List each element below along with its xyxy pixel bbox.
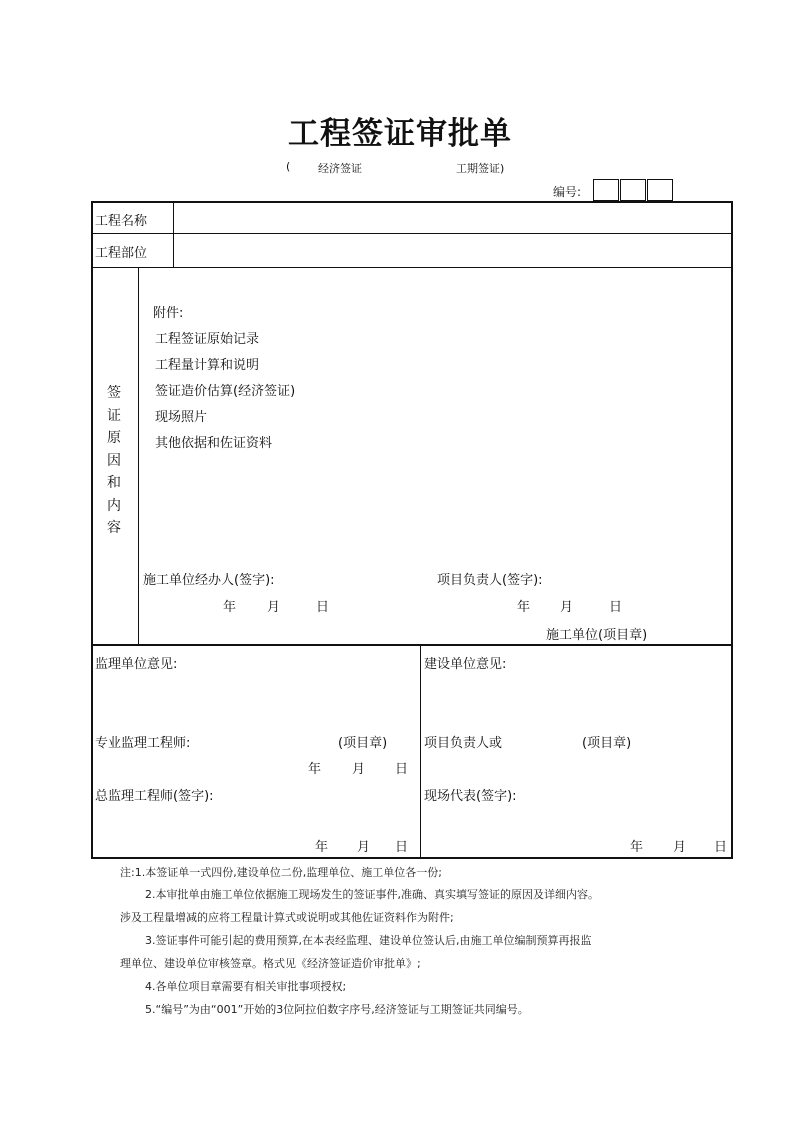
date-month-label: 月	[673, 840, 687, 855]
side-label-char: 和	[107, 475, 121, 491]
date-day-label: 日	[714, 840, 728, 855]
project-name-label: 工程名称	[95, 214, 148, 229]
date-year-label: 年	[517, 600, 531, 615]
attachment-item: 签证造价估算(经济签证)	[155, 384, 296, 399]
date-year-label: 年	[630, 840, 644, 855]
form-title: 工程签证审批单	[288, 116, 512, 152]
visa-reason-side-label	[104, 382, 124, 540]
contractor-handler-signature[interactable]: 施工单位经办人(签字):	[143, 573, 275, 588]
owner-seal-label: (项目章)	[582, 736, 632, 751]
date-month-label: 月	[352, 762, 366, 777]
contractor-seal-label: 施工单位(项目章)	[546, 628, 648, 643]
side-label-char: 原	[107, 430, 121, 446]
serial-box-3[interactable]	[647, 179, 673, 201]
side-label-char: 证	[107, 407, 121, 424]
serial-label: 编号:	[553, 185, 582, 199]
side-label-char: 内	[107, 497, 121, 514]
side-label-char: 容	[107, 520, 121, 536]
note-line: 5.“编号”为由“001”开始的3位阿拉伯数字序号,经济签证与工期签证共同编号。	[145, 1003, 529, 1016]
attachment-item: 工程量计算和说明	[155, 358, 260, 373]
attachment-item: 其他依据和佐证资料	[155, 436, 273, 451]
note-line: 4.各单位项目章需要有相关审批事项授权;	[145, 980, 347, 993]
serial-box-2[interactable]	[620, 179, 646, 201]
attachment-item: 工程签证原始记录	[155, 332, 260, 347]
site-representative-signature[interactable]: 现场代表(签字):	[424, 789, 517, 804]
project-part-label: 工程部位	[95, 246, 148, 261]
project-leader-signature[interactable]: 项目负责人(签字):	[437, 573, 543, 588]
date-year-label: 年	[223, 600, 237, 615]
date-day-label: 日	[395, 762, 409, 777]
date-day-label: 日	[609, 600, 623, 615]
note-line: 涉及工程量增减的应将工程量计算式或说明或其他佐证资料作为附件;	[120, 911, 454, 924]
note-line: 理单位、建设单位审核签章。格式见《经济签证造价审批单》;	[120, 957, 421, 970]
side-label-char: 因	[107, 452, 121, 469]
owner-opinion-label: 建设单位意见:	[424, 657, 507, 672]
owner-leader-label[interactable]: 项目负责人或	[424, 736, 503, 751]
subtitle-schedule-visa: 工期签证)	[456, 162, 505, 175]
chief-engineer-signature[interactable]: 总监理工程师(签字):	[95, 789, 214, 804]
date-year-label: 年	[308, 762, 322, 777]
subtitle-open-paren: (	[286, 160, 291, 173]
date-year-label: 年	[315, 840, 329, 855]
subtitle-economic-visa: 经济签证	[318, 162, 362, 175]
note-line: 注:1.本签证单一式四份,建设单位二份,监理单位、施工单位各一份;	[120, 866, 442, 879]
project-part-field[interactable]	[180, 242, 720, 260]
date-month-label: 月	[560, 600, 574, 615]
side-label-char: 签	[107, 385, 121, 401]
supervision-opinion-label: 监理单位意见:	[95, 657, 178, 672]
serial-box-1[interactable]	[593, 179, 619, 201]
project-name-field[interactable]	[180, 210, 720, 228]
date-day-label: 日	[395, 840, 409, 855]
date-month-label: 月	[357, 840, 371, 855]
attachment-item: 现场照片	[155, 410, 208, 425]
supervising-engineer-label[interactable]: 专业监理工程师:	[95, 736, 191, 751]
date-month-label: 月	[267, 600, 281, 615]
attachments-title: 附件:	[153, 306, 184, 321]
supervision-seal-label: (项目章)	[338, 736, 388, 751]
note-line: 2.本审批单由施工单位依据施工现场发生的签证事件,准确、真实填写签证的原因及详细内容。	[145, 888, 599, 901]
date-day-label: 日	[316, 600, 330, 615]
note-line: 3.签证事件可能引起的费用预算,在本表经监理、建设单位签认后,由施工单位编制预算再报监	[145, 934, 592, 947]
